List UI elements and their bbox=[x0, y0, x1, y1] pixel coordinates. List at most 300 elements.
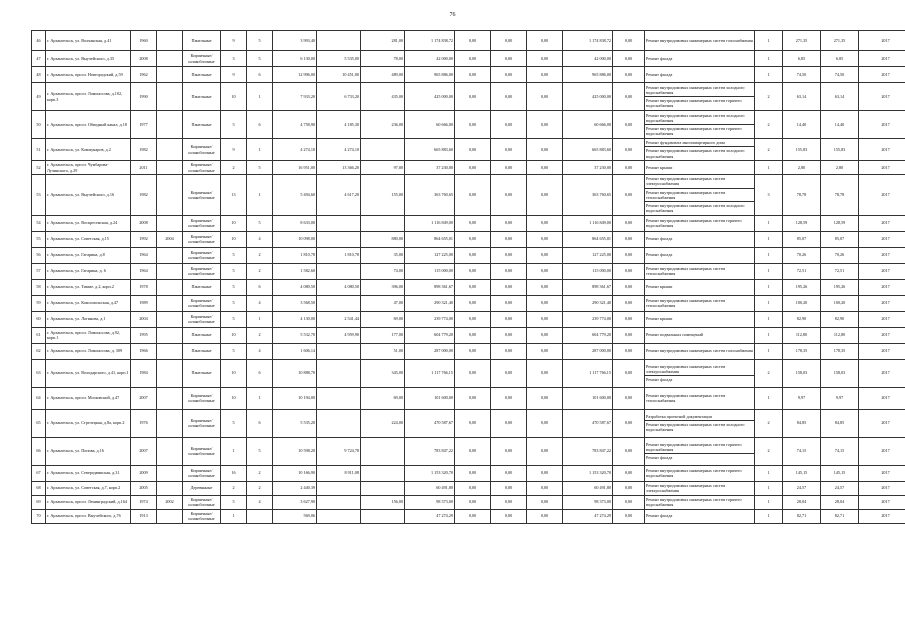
entrances-cell: 4 bbox=[247, 231, 273, 247]
owners-funds-cell: 665 883,60 bbox=[563, 139, 613, 161]
work-count-cell: 1 bbox=[755, 465, 783, 481]
max-unit-cost-cell: 100,20 bbox=[821, 295, 859, 311]
repair-work-item: Ремонт внутридомовых инженерных систем электроснабжения bbox=[646, 363, 726, 374]
fund-regional-cell: 0,00 bbox=[491, 247, 527, 263]
year-built-cell: 1982 bbox=[131, 175, 157, 216]
year-renovated-cell bbox=[157, 263, 183, 279]
unit-cost-cell: 6,85 bbox=[783, 51, 821, 67]
residential-area-cell: 9 724,78 bbox=[317, 437, 361, 465]
year-built-cell: 2005 bbox=[131, 481, 157, 495]
total-area-cell: 2 440,39 bbox=[273, 481, 317, 495]
owners-funds-cell: 470 587,67 bbox=[563, 409, 613, 437]
floors-cell: 1 bbox=[221, 509, 247, 523]
entrances-cell: 2 bbox=[247, 481, 273, 495]
max-unit-cost-cell: 84,85 bbox=[821, 409, 859, 437]
table-row bbox=[32, 83, 905, 111]
entrances-cell: 2 bbox=[247, 465, 273, 481]
total-cost-cell: 60 666,00 bbox=[405, 111, 455, 139]
other-funds-cell: 0,00 bbox=[613, 139, 645, 161]
repair-works-cell bbox=[645, 279, 755, 295]
year-renovated-cell bbox=[157, 111, 183, 139]
repair-works-cell bbox=[645, 247, 755, 263]
year-renovated-cell bbox=[157, 437, 183, 465]
deadline-cell: 2017 bbox=[859, 161, 905, 175]
other-funds-cell: 0,00 bbox=[613, 83, 645, 111]
other-funds-cell: 0,00 bbox=[613, 51, 645, 67]
other-funds-cell: 0,00 bbox=[613, 215, 645, 231]
repair-work-item: Ремонт внутридомовых инженерных систем горячего водоснабжения bbox=[646, 467, 742, 478]
unit-cost-cell: 24,57 bbox=[783, 481, 821, 495]
owners-funds-cell: 604 779,20 bbox=[563, 327, 613, 343]
fund-local-cell: 0,00 bbox=[527, 139, 563, 161]
address-cell: г. Архангельск, ул. Советская, д.7, корп.2 bbox=[46, 481, 131, 495]
residential-area-cell bbox=[317, 359, 361, 387]
owners-funds-cell: 127 225,00 bbox=[563, 247, 613, 263]
year-built-cell: 1989 bbox=[131, 295, 157, 311]
fund-federal-cell: 0,00 bbox=[455, 83, 491, 111]
address-cell: г. Архангельск, просп. Московский, д.47 bbox=[46, 387, 131, 409]
total-cost-cell: 101 600,00 bbox=[405, 387, 455, 409]
fund-federal-cell: 0,00 bbox=[455, 31, 491, 51]
entrances-cell: 1 bbox=[247, 311, 273, 327]
fund-regional-cell: 0,00 bbox=[491, 327, 527, 343]
year-renovated-cell: 2002 bbox=[157, 495, 183, 509]
residential-area-cell: 5 535,00 bbox=[317, 51, 361, 67]
fund-regional-cell: 0,00 bbox=[491, 279, 527, 295]
fund-regional-cell: 0,00 bbox=[491, 343, 527, 359]
house-repair-register-table bbox=[31, 30, 905, 524]
work-count-cell: 1 bbox=[755, 387, 783, 409]
repair-work-item: Ремонт крыши bbox=[646, 164, 673, 170]
repair-works-cell bbox=[645, 437, 755, 465]
wall-material-cell: Кирпичные/ шлакоблочные bbox=[183, 465, 221, 481]
residents-cell: 236,00 bbox=[361, 111, 405, 139]
repair-works-cell bbox=[645, 67, 755, 83]
repair-work-item: Ремонт внутридомовых инженерных систем холодного водоснабжения bbox=[646, 112, 745, 123]
unit-cost-cell: 70,26 bbox=[783, 247, 821, 263]
repair-work-item: Ремонт внутридомовых инженерных систем горячего водоснабжения bbox=[646, 496, 742, 507]
repair-works-cell bbox=[645, 231, 755, 247]
max-unit-cost-cell: 112,80 bbox=[821, 327, 859, 343]
deadline-cell: 2017 bbox=[859, 387, 905, 409]
repair-work-item: Ремонт внутридомовых инженерных систем теплоснабжения bbox=[646, 265, 726, 276]
fund-regional-cell: 0,00 bbox=[491, 295, 527, 311]
row-number: 58 bbox=[32, 279, 46, 295]
year-built-cell: 1913 bbox=[131, 509, 157, 523]
residents-cell bbox=[361, 481, 405, 495]
row-number: 52 bbox=[32, 161, 46, 175]
table-row bbox=[32, 343, 905, 359]
floors-cell: 10 bbox=[221, 83, 247, 111]
address-cell: г. Архангельск, просп. Новгородский, д.59 bbox=[46, 67, 131, 83]
floors-cell: 3 bbox=[221, 51, 247, 67]
repair-work-item: Ремонт внутридомовых инженерных систем холодного водоснабжения bbox=[645, 146, 754, 160]
row-number: 64 bbox=[32, 387, 46, 409]
floors-cell: 9 bbox=[221, 139, 247, 161]
table-row bbox=[32, 111, 905, 139]
total-area-cell: 4 274,10 bbox=[273, 139, 317, 161]
residential-area-cell bbox=[317, 31, 361, 51]
fund-federal-cell: 0,00 bbox=[455, 51, 491, 67]
deadline-cell: 2017 bbox=[859, 83, 905, 111]
table-row bbox=[32, 481, 905, 495]
residents-cell: 47,00 bbox=[361, 295, 405, 311]
row-number: 46 bbox=[32, 31, 46, 51]
row-number: 51 bbox=[32, 139, 46, 161]
year-built-cell: 2008 bbox=[131, 51, 157, 67]
residents-cell: 78,00 bbox=[361, 51, 405, 67]
deadline-cell: 2017 bbox=[859, 311, 905, 327]
row-number: 66 bbox=[32, 437, 46, 465]
table-row bbox=[32, 215, 905, 231]
total-area-cell: 1 810,78 bbox=[273, 247, 317, 263]
repair-work-item: Ремонт внутридомовых инженерных систем газоснабжения bbox=[646, 348, 753, 354]
unit-cost-cell: 74,15 bbox=[783, 437, 821, 465]
total-area-cell: 3 568,50 bbox=[273, 295, 317, 311]
fund-federal-cell: 0,00 bbox=[455, 139, 491, 161]
repair-work-item: Ремонт внутридомовых инженерных систем горячего водоснабжения bbox=[646, 441, 742, 452]
entrances-cell: 6 bbox=[247, 359, 273, 387]
residential-area-cell bbox=[317, 231, 361, 247]
year-renovated-cell bbox=[157, 67, 183, 83]
address-cell: г. Архангельск, ул. Выучейского, д.35 bbox=[46, 51, 131, 67]
total-area-cell: 5 532,70 bbox=[273, 327, 317, 343]
owners-funds-cell: 287 000,00 bbox=[563, 343, 613, 359]
work-count-cell: 1 bbox=[755, 509, 783, 523]
owners-funds-cell: 1 117 766,15 bbox=[563, 359, 613, 387]
unit-cost-cell: 9,97 bbox=[783, 387, 821, 409]
fund-local-cell: 0,00 bbox=[527, 409, 563, 437]
repair-work-item: Ремонт внутридомовых инженерных систем холодного водоснабжения bbox=[645, 420, 754, 434]
year-renovated-cell bbox=[157, 387, 183, 409]
year-built-cell: 1976 bbox=[131, 409, 157, 437]
year-renovated-cell bbox=[157, 279, 183, 295]
year-renovated-cell bbox=[157, 139, 183, 161]
fund-regional-cell: 0,00 bbox=[491, 437, 527, 465]
work-count-cell: 1 bbox=[755, 481, 783, 495]
repair-work-item: Ремонт внутридомовых инженерных систем электроснабжения bbox=[646, 176, 726, 187]
repair-works-cell bbox=[645, 175, 755, 216]
owners-funds-cell: 101 600,00 bbox=[563, 387, 613, 409]
year-built-cell: 2007 bbox=[131, 437, 157, 465]
fund-federal-cell: 0,00 bbox=[455, 387, 491, 409]
entrances-cell: 6 bbox=[247, 409, 273, 437]
address-cell: г. Архангельск, ул. Володарского, д.41, корп.1 bbox=[46, 359, 131, 387]
table-row bbox=[32, 247, 905, 263]
repair-work-item: Ремонт фундамента многоквартирного дома bbox=[646, 140, 725, 146]
wall-material-cell: Кирпичные/ шлакоблочные bbox=[183, 311, 221, 327]
year-renovated-cell bbox=[157, 51, 183, 67]
address-cell: г. Архангельск, просп. Ломоносова, д.92, корп.1 bbox=[46, 327, 131, 343]
repair-works-cell bbox=[645, 387, 755, 409]
owners-funds-cell: 37 230,00 bbox=[563, 161, 613, 175]
max-unit-cost-cell: 2,80 bbox=[821, 161, 859, 175]
address-cell: г. Архангельск, ул. Стрелецкая, д.8а, корп.2 bbox=[46, 409, 131, 437]
year-built-cell: 2009 bbox=[131, 465, 157, 481]
table-row bbox=[32, 263, 905, 279]
owners-funds-cell: 42 000,00 bbox=[563, 51, 613, 67]
floors-cell: 10 bbox=[221, 327, 247, 343]
wall-material-cell: Кирпичные/ шлакоблочные bbox=[183, 51, 221, 67]
work-count-cell: 1 bbox=[755, 215, 783, 231]
residents-cell bbox=[361, 139, 405, 161]
fund-regional-cell: 0,00 bbox=[491, 409, 527, 437]
page-number: 76 bbox=[449, 12, 456, 18]
address-cell: г. Архангельск, просп. Ленинградский, д.164 bbox=[46, 495, 131, 509]
floors-cell: 5 bbox=[221, 295, 247, 311]
year-renovated-cell bbox=[157, 481, 183, 495]
deadline-cell: 2017 bbox=[859, 263, 905, 279]
wall-material-cell: Кирпичные/ шлакоблочные bbox=[183, 215, 221, 231]
floors-cell: 9 bbox=[221, 31, 247, 51]
row-number: 47 bbox=[32, 51, 46, 67]
unit-cost-cell: 2,80 bbox=[783, 161, 821, 175]
fund-regional-cell: 0,00 bbox=[491, 263, 527, 279]
wall-material-cell: Кирпичные/ шлакоблочные bbox=[183, 295, 221, 311]
unit-cost-cell: 155,83 bbox=[783, 139, 821, 161]
address-cell: г. Архангельск, ул. Гагарина, д. 6 bbox=[46, 263, 131, 279]
floors-cell: 5 bbox=[221, 495, 247, 509]
table-row bbox=[32, 387, 905, 409]
repair-work-item: Ремонт фасада bbox=[645, 375, 754, 383]
year-renovated-cell bbox=[157, 295, 183, 311]
table-row bbox=[32, 295, 905, 311]
year-renovated-cell bbox=[157, 175, 183, 216]
repair-works-cell bbox=[645, 409, 755, 437]
residential-area-cell: 1 810,78 bbox=[317, 247, 361, 263]
owners-funds-cell: 98 373,00 bbox=[563, 495, 613, 509]
wall-material-cell: Кирпичные/ шлакоблочные bbox=[183, 409, 221, 437]
floors-cell: 2 bbox=[221, 481, 247, 495]
total-cost-cell: 1 153 320,70 bbox=[405, 465, 455, 481]
row-number: 59 bbox=[32, 295, 46, 311]
max-unit-cost-cell: 82,90 bbox=[821, 311, 859, 327]
residential-area-cell bbox=[317, 409, 361, 437]
deadline-cell: 2017 bbox=[859, 111, 905, 139]
deadline-cell: 2017 bbox=[859, 465, 905, 481]
max-unit-cost-cell: 24,57 bbox=[821, 481, 859, 495]
entrances-cell: 1 bbox=[247, 175, 273, 216]
fund-federal-cell: 0,00 bbox=[455, 161, 491, 175]
owners-funds-cell: 783 847,22 bbox=[563, 437, 613, 465]
repair-works-cell bbox=[645, 263, 755, 279]
repair-work-item: Ремонт внутридомовых инженерных систем горячего водоснабжения bbox=[646, 217, 742, 228]
owners-funds-cell: 363 760,65 bbox=[563, 175, 613, 216]
wall-material-cell: Кирпичные/ шлакоблочные bbox=[183, 387, 221, 409]
fund-regional-cell: 0,00 bbox=[491, 139, 527, 161]
fund-regional-cell: 0,00 bbox=[491, 359, 527, 387]
owners-funds-cell: 60 491,80 bbox=[563, 481, 613, 495]
fund-local-cell: 0,00 bbox=[527, 83, 563, 111]
year-renovated-cell bbox=[157, 31, 183, 51]
repair-works-cell bbox=[645, 139, 755, 161]
max-unit-cost-cell: 82,71 bbox=[821, 509, 859, 523]
deadline-cell: 2017 bbox=[859, 67, 905, 83]
repair-work-item: Ремонт крыши bbox=[646, 284, 673, 290]
entrances-cell: 4 bbox=[247, 343, 273, 359]
other-funds-cell: 0,00 bbox=[613, 343, 645, 359]
total-area-cell: 1 582,60 bbox=[273, 263, 317, 279]
deadline-cell: 2017 bbox=[859, 215, 905, 231]
deadline-cell: 2017 bbox=[859, 409, 905, 437]
row-number: 48 bbox=[32, 67, 46, 83]
year-built-cell: 1964 bbox=[131, 263, 157, 279]
row-number: 61 bbox=[32, 327, 46, 343]
other-funds-cell: 0,00 bbox=[613, 327, 645, 343]
unit-cost-cell: 158,03 bbox=[783, 359, 821, 387]
unit-cost-cell: 100,20 bbox=[783, 295, 821, 311]
unit-cost-cell: 195,26 bbox=[783, 279, 821, 295]
table-row bbox=[32, 175, 905, 216]
work-count-cell: 1 bbox=[755, 279, 783, 295]
year-built-cell: 2007 bbox=[131, 387, 157, 409]
max-unit-cost-cell: 63,14 bbox=[821, 83, 859, 111]
total-area-cell: 5 535,20 bbox=[273, 409, 317, 437]
fund-regional-cell: 0,00 bbox=[491, 31, 527, 51]
wall-material-cell: Кирпичные/ шлакоблочные bbox=[183, 161, 221, 175]
table-row bbox=[32, 51, 905, 67]
fund-local-cell: 0,00 bbox=[527, 175, 563, 216]
total-area-cell: 7 933,20 bbox=[273, 83, 317, 111]
repair-work-item: Ремонт внутридомовых инженерных систем газоснабжения bbox=[646, 37, 753, 43]
repair-works-cell bbox=[645, 31, 755, 51]
repair-works-cell bbox=[645, 509, 755, 523]
other-funds-cell: 0,00 bbox=[613, 31, 645, 51]
total-area-cell: 10 888,70 bbox=[273, 359, 317, 387]
total-cost-cell: 47 274,29 bbox=[405, 509, 455, 523]
fund-federal-cell: 0,00 bbox=[455, 465, 491, 481]
fund-federal-cell: 0,00 bbox=[455, 327, 491, 343]
address-cell: г. Архангельск, ул. Волчанская, д.41 bbox=[46, 31, 131, 51]
wall-material-cell: Кирпичные/ шлакоблочные bbox=[183, 495, 221, 509]
wall-material-cell: Деревянные bbox=[183, 481, 221, 495]
floors-cell: 5 bbox=[221, 343, 247, 359]
residential-area-cell bbox=[317, 343, 361, 359]
year-built-cell: 2008 bbox=[131, 215, 157, 231]
unit-cost-cell: 85,07 bbox=[783, 231, 821, 247]
floors-cell: 10 bbox=[221, 359, 247, 387]
residents-cell bbox=[361, 437, 405, 465]
owners-funds-cell: 239 774,00 bbox=[563, 311, 613, 327]
unit-cost-cell: 145,15 bbox=[783, 465, 821, 481]
total-cost-cell: 37 230,00 bbox=[405, 161, 455, 175]
repair-work-item: Ремонт крыши bbox=[646, 316, 673, 322]
owners-funds-cell: 290 321,40 bbox=[563, 295, 613, 311]
residents-cell: 224,00 bbox=[361, 409, 405, 437]
max-unit-cost-cell: 155,83 bbox=[821, 139, 859, 161]
entrances-cell: 1 bbox=[247, 139, 273, 161]
residential-area-cell bbox=[317, 495, 361, 509]
wall-material-cell: Кирпичные/ шлакоблочные bbox=[183, 247, 221, 263]
residents-cell: 155,00 bbox=[361, 175, 405, 216]
table-row bbox=[32, 139, 905, 161]
max-unit-cost-cell: 145,15 bbox=[821, 465, 859, 481]
fund-local-cell: 0,00 bbox=[527, 311, 563, 327]
address-cell: г. Архангельск, ул. Комсомольская, д.47 bbox=[46, 295, 131, 311]
deadline-cell: 2017 bbox=[859, 279, 905, 295]
repair-work-item: Ремонт внутридомовых инженерных систем горячего водоснабжения bbox=[645, 96, 754, 110]
other-funds-cell: 0,00 bbox=[613, 111, 645, 139]
max-unit-cost-cell: 74,50 bbox=[821, 67, 859, 83]
floors-cell: 16 bbox=[221, 465, 247, 481]
fund-local-cell: 0,00 bbox=[527, 437, 563, 465]
other-funds-cell: 0,00 bbox=[613, 359, 645, 387]
unit-cost-cell: 63,14 bbox=[783, 83, 821, 111]
year-renovated-cell bbox=[157, 465, 183, 481]
work-count-cell: 1 bbox=[755, 343, 783, 359]
year-built-cell: 1962 bbox=[131, 67, 157, 83]
repair-work-item: Ремонт фасада bbox=[646, 513, 673, 519]
year-built-cell: 1964 bbox=[131, 247, 157, 263]
fund-federal-cell: 0,00 bbox=[455, 111, 491, 139]
row-number: 60 bbox=[32, 311, 46, 327]
fund-regional-cell: 0,00 bbox=[491, 111, 527, 139]
other-funds-cell: 0,00 bbox=[613, 437, 645, 465]
work-count-cell: 2 bbox=[755, 139, 783, 161]
work-count-cell: 1 bbox=[755, 67, 783, 83]
table-row bbox=[32, 437, 905, 465]
residential-area-cell: 13 366,20 bbox=[317, 161, 361, 175]
residents-cell: 281,00 bbox=[361, 31, 405, 51]
table-row bbox=[32, 31, 905, 51]
entrances-cell: 2 bbox=[247, 247, 273, 263]
repair-work-item: Ремонт внутридомовых инженерных систем горячего водоснабжения bbox=[645, 124, 754, 138]
floors-cell: 13 bbox=[221, 175, 247, 216]
unit-cost-cell: 82,71 bbox=[783, 509, 821, 523]
work-count-cell: 1 bbox=[755, 31, 783, 51]
repair-work-item: Ремонт внутридомовых инженерных систем теплоснабжения bbox=[646, 297, 726, 308]
fund-local-cell: 0,00 bbox=[527, 465, 563, 481]
table-row bbox=[32, 67, 905, 83]
repair-work-item: Ремонт внутридомовых инженерных систем электроснабжения bbox=[646, 482, 726, 493]
other-funds-cell: 0,00 bbox=[613, 247, 645, 263]
deadline-cell: 2017 bbox=[859, 51, 905, 67]
residents-cell: 74,00 bbox=[361, 263, 405, 279]
floors-cell: 5 bbox=[221, 279, 247, 295]
total-cost-cell: 470 587,67 bbox=[405, 409, 455, 437]
max-unit-cost-cell: 6,85 bbox=[821, 51, 859, 67]
address-cell: г. Архангельск, ул. Гагарина, д.8 bbox=[46, 247, 131, 263]
total-area-cell: 569,06 bbox=[273, 509, 317, 523]
total-area-cell: 10 598,20 bbox=[273, 437, 317, 465]
entrances-cell: 4 bbox=[247, 295, 273, 311]
unit-cost-cell: 74,50 bbox=[783, 67, 821, 83]
repair-works-cell bbox=[645, 311, 755, 327]
owners-funds-cell: 965 886,00 bbox=[563, 67, 613, 83]
fund-regional-cell: 0,00 bbox=[491, 465, 527, 481]
total-cost-cell: 604 779,20 bbox=[405, 327, 455, 343]
year-built-cell: 1995 bbox=[131, 327, 157, 343]
residential-area-cell: 4 274,10 bbox=[317, 139, 361, 161]
residents-cell: 97,00 bbox=[361, 161, 405, 175]
fund-federal-cell: 0,00 bbox=[455, 495, 491, 509]
row-number: 54 bbox=[32, 215, 46, 231]
max-unit-cost-cell: 271,35 bbox=[821, 31, 859, 51]
fund-federal-cell: 0,00 bbox=[455, 247, 491, 263]
fund-regional-cell: 0,00 bbox=[491, 231, 527, 247]
fund-local-cell: 0,00 bbox=[527, 231, 563, 247]
work-count-cell: 1 bbox=[755, 263, 783, 279]
fund-federal-cell: 0,00 bbox=[455, 311, 491, 327]
fund-regional-cell: 0,00 bbox=[491, 67, 527, 83]
year-renovated-cell bbox=[157, 247, 183, 263]
fund-local-cell: 0,00 bbox=[527, 111, 563, 139]
residents-cell bbox=[361, 509, 405, 523]
total-area-cell: 12 996,00 bbox=[273, 67, 317, 83]
unit-cost-cell: 128,59 bbox=[783, 215, 821, 231]
residential-area-cell: 4 959,90 bbox=[317, 327, 361, 343]
address-cell: г. Архангельск, ул. Северодвинская, д.31 bbox=[46, 465, 131, 481]
